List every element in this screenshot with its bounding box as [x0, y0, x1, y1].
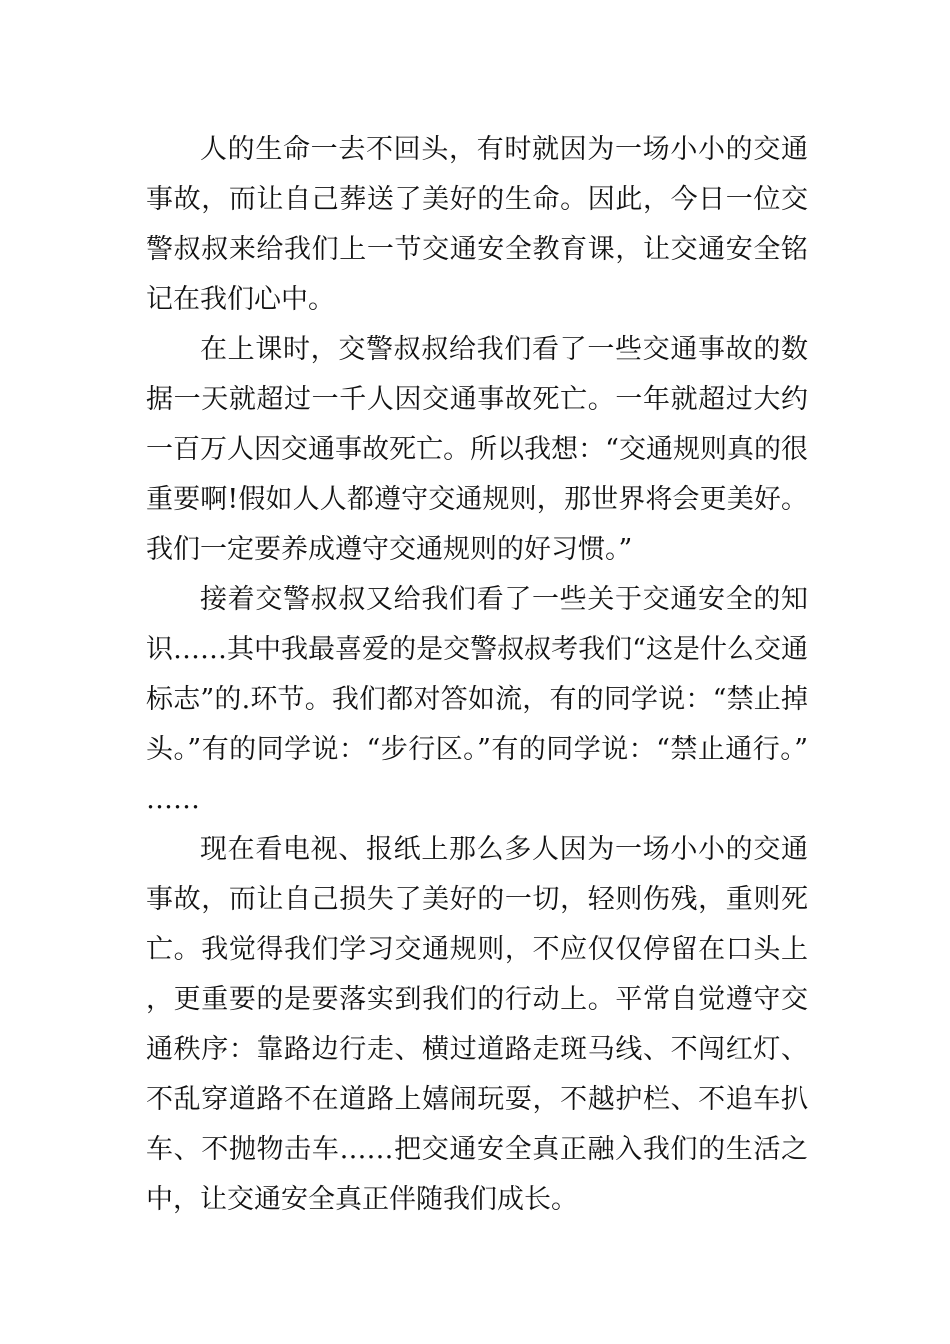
paragraph-4: 现在看电视、报纸上那么多人因为一场小小的交通事故，而让自己损失了美好的一切，轻则伤残，重则死亡。我觉得我们学习交通规则，不应仅仅停留在口头上，更重要的是要落实到我们的行动上。平常自觉遵守交通秩序：靠路边行走、横过道路走斑马线、不闯红灯、不乱穿道路不在道路上嬉闹玩耍，不越护栏、不追车扒车、不抛物击车……把交通安全真正融入我们的生活之中，让交通安全真正伴随我们成长。 — [146, 834, 808, 1215]
essay-body — [146, 125, 808, 1225]
paragraph-1: 人的生命一去不回头，有时就因为一场小小的交通事故，而让自己葬送了美好的生命。因此，今日一位交警叔叔来给我们上一节交通安全教育课，让交通安全铭记在我们心中。 — [146, 134, 808, 315]
paragraph-3: 接着交警叔叔又给我们看了一些关于交通安全的知识……其中我最喜爱的是交警叔叔考我们“这是什么交通标志”的.环节。我们都对答如流，有的同学说：“禁止掉头。”有的同学说：“步行区。”有的同学说：“禁止通行。”…… — [146, 584, 808, 815]
paragraph-2: 在上课时，交警叔叔给我们看了一些交通事故的数据一天就超过一千人因交通事故死亡。一年就超过大约一百万人因交通事故死亡。所以我想：“交通规则真的很重要啊!假如人人都遵守交通规则，那世界将会更美好。我们一定要养成遵守交通规则的好习惯。” — [146, 334, 808, 565]
